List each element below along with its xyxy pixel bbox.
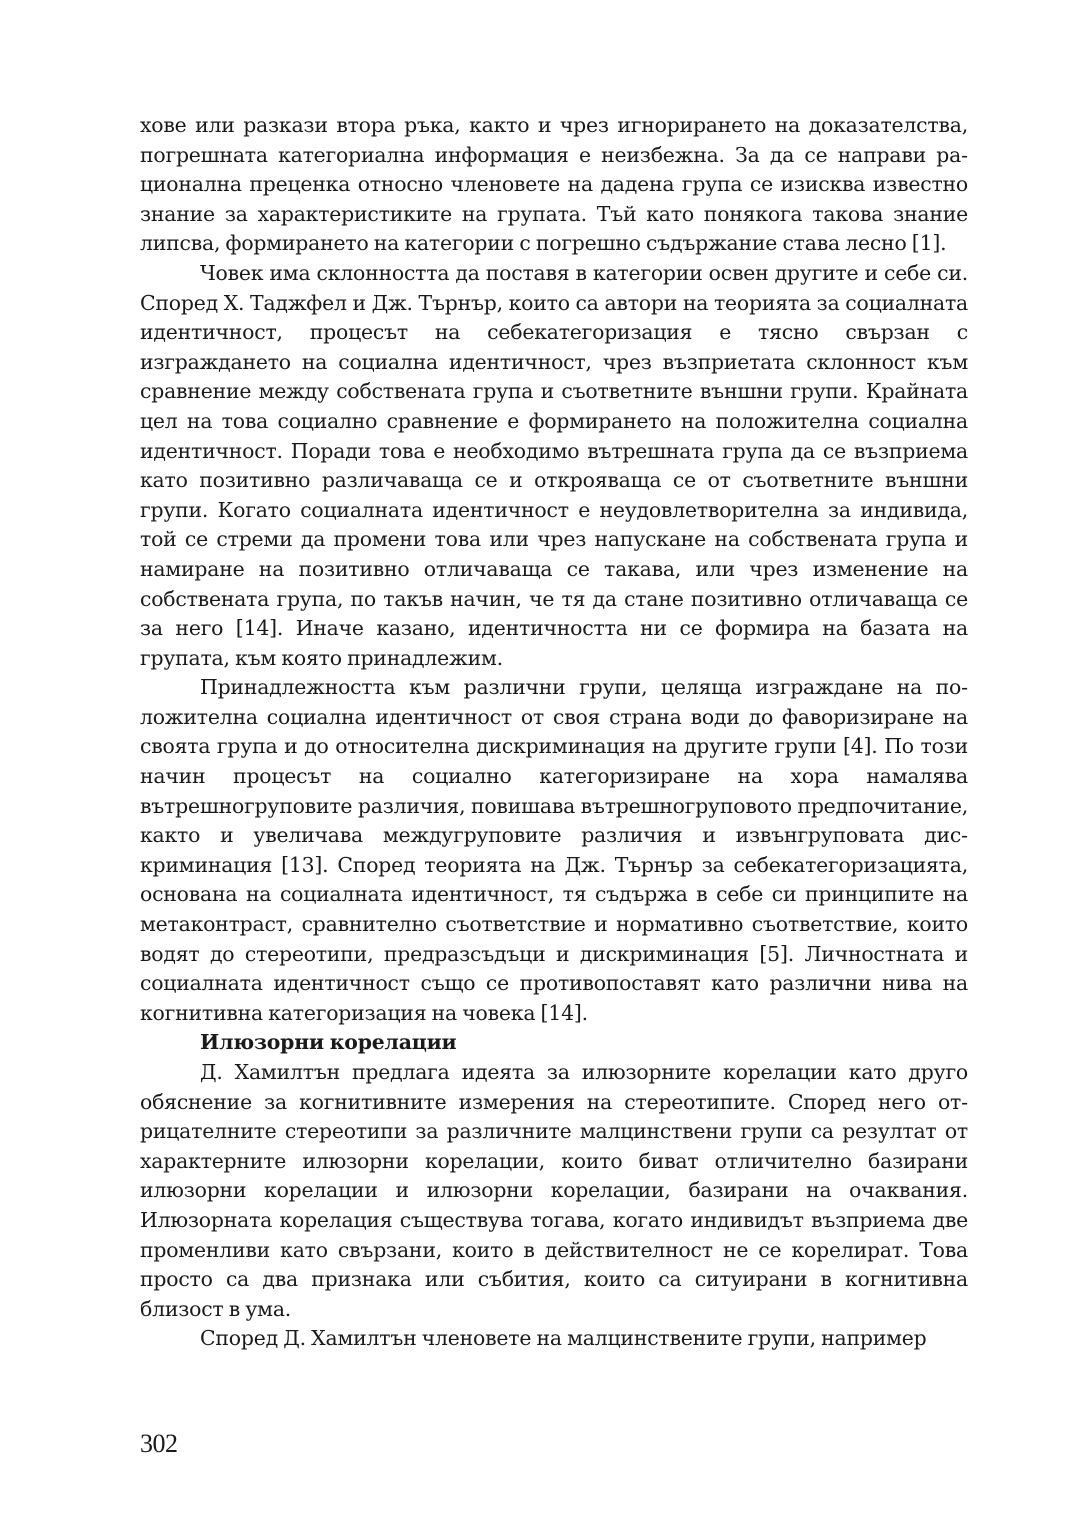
paragraph-self-categorization: Човек има склонността да поставя в категории освен другите и себе си. Според Х. Таджфел и Дж. Търнър, които са автори на теорията за социалната идентичност, процесът на себекатегоризация е тясно свързан с изграждането на социална идентичност, чрез възприетата склонност към сравнение между собствената група и съответните външни групи. Крайната цел на това социално сравнение е формирането на положителна социална идентичност. Поради това е необходимо вътрешната група да се възприема като позитивно различаваща се и открояваща се от съответните външни групи. Когато социалната идентичност е неудовлетворителна за индивида, той се стреми да промени това или чрез напускане на собствената група и намиране на позитивно отличаваща се такава, или чрез изменение на собствената група, по такъв начин, че тя да стане позитивно отличаваща се за него [14]. Иначе казано, идентичността ни се формира на базата на групата, към която принадлежим.: [140, 260, 968, 670]
paragraph-illusory-correlations: Д. Хамилтън предлага идеята за илюзорните корелации като друго обяснение за когнитивните измерения на стереотипите. Според него отрицателните стереотипи за различните малцинствени групи са резултат от характерните илюзорни корелации, които биват отличително базирани илюзорни корелации и илюзорни корелации, базирани на очаквания. Илюзорната корелация съществува тогава, когато индивидът възприема две променливи като свързани, които в действителност не се корелират. Това просто са два признака или събития, които са ситуирани в когнитивна близост в ума.: [140, 1060, 968, 1321]
section-heading: Илюзорни корелации: [200, 1030, 457, 1055]
page-body: [140, 111, 968, 1354]
paragraph-continuation: хове или разкази втора ръка, както и чрез игнорирането на доказателства, погрешната категориална информация е неизбежна. За да се направи рационална преценка относно членовете на дадена група се изисква известно знание за характеристиките на групата. Тъй като понякога такова знание липсва, формирането на категории с погрешно съдържание става лесно [1].: [140, 113, 968, 256]
paragraph-hamilton: Според Д. Хамилтън членовете на малцинствените групи, например: [200, 1326, 927, 1351]
paragraph-group-membership: Принадлежността към различни групи, целяща изграждане на положителна социална идентичност от своя страна води до фаворизиране на своята група и до относителна дискриминация на другите групи [4]. По този начин процесът на социално категоризиране на хора намалява вътрешногруповите различия, повишава вътрешногруповото предпочитание, както и увеличава междугруповите различия и извънгруповата дискриминация [13]. Според теорията на Дж. Търнър за себекатегоризацията, основана на социалната идентичност, тя съдържа в себе си принципите на метаконтраст, сравнително съответствие и нормативно съответствие, които водят до стереотипи, предразсъдъци и дискриминация [5]. Личностната и социалната идентичност също се противопоставят като различни нива на когнитивна категоризация на човека [14].: [140, 675, 968, 1025]
page-number: 302: [140, 1429, 178, 1458]
